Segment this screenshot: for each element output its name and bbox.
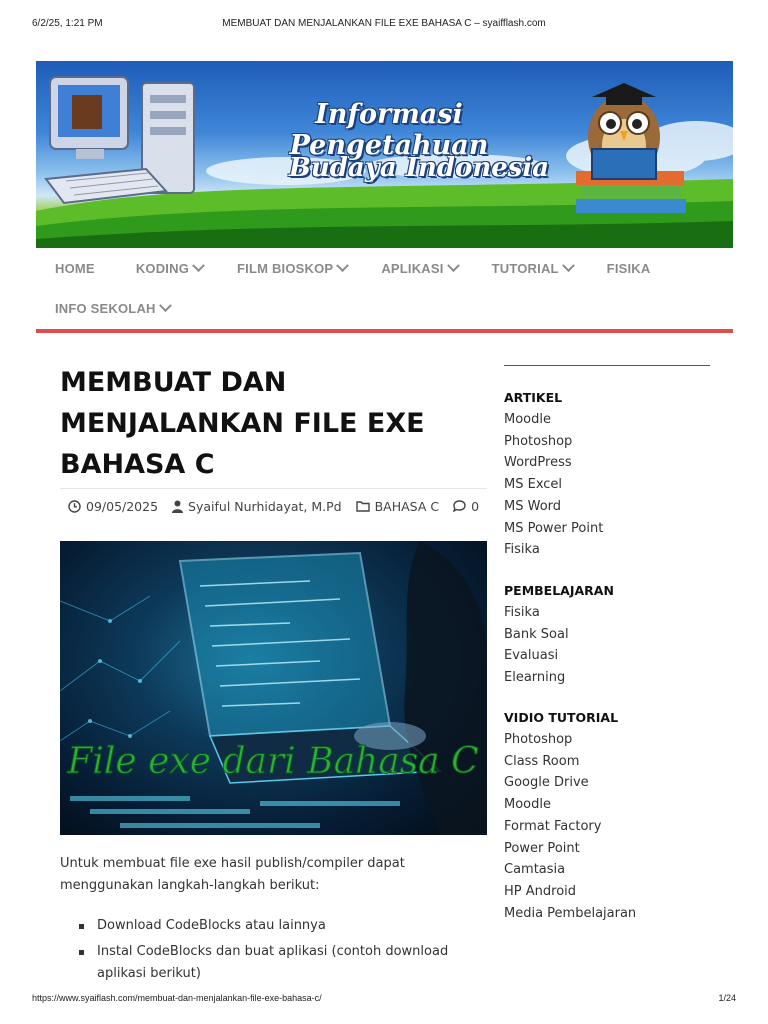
list-item: Instal CodeBlocks dan buat aplikasi (contoh download aplikasi berikut) — [60, 941, 485, 985]
post-date-text: 09/05/2025 — [86, 498, 159, 514]
laptop-code-illustration — [60, 541, 487, 835]
nav-label: TUTORIAL — [491, 260, 559, 276]
featured-image[interactable] — [60, 541, 487, 835]
nav-label: INFO SEKOLAH — [55, 300, 156, 316]
meta-divider — [60, 488, 487, 489]
banner-title-line2: Budaya Indonesia — [288, 153, 550, 183]
main-nav — [36, 248, 733, 330]
nav-row — [36, 288, 170, 328]
article-title: MEMBUAT DAN MENJALANKAN FILE EXE BAHASA C — [60, 367, 425, 480]
chevron-down-icon — [159, 299, 172, 312]
chevron-down-icon — [447, 259, 460, 272]
nav-item-info-sekolah[interactable] — [55, 301, 170, 316]
folder-icon — [356, 500, 370, 512]
nav-label: FISIKA — [606, 260, 651, 276]
sidebar-link[interactable]: Google Drive — [504, 775, 589, 791]
chevron-down-icon — [562, 259, 575, 272]
post-author[interactable] — [172, 499, 342, 514]
sidebar-link[interactable]: Moodle — [504, 412, 551, 427]
sidebar-link[interactable]: Evaluasi — [504, 648, 559, 664]
nav-item-aplikasi[interactable] — [381, 261, 457, 276]
sidebar-heading: PEMBELAJARAN — [504, 583, 614, 598]
article-meta — [68, 497, 493, 515]
sidebar-link[interactable]: HP Android — [504, 883, 577, 899]
banner-title-line1: Informasi Pengetahuan — [289, 99, 489, 161]
steps-list — [60, 915, 485, 989]
sidebar-section-vidio-tutorial — [504, 707, 724, 924]
site-banner[interactable] — [36, 61, 733, 248]
computer-icon — [46, 77, 194, 203]
sidebar-link[interactable]: WordPress — [504, 455, 572, 471]
sidebar-link[interactable]: Moodle — [504, 797, 551, 813]
sidebar-link[interactable]: Elearning — [504, 670, 566, 686]
nav-label: FILM BIOSKOP — [237, 260, 334, 276]
sidebar-link[interactable]: Fisika — [504, 605, 540, 620]
post-category[interactable] — [356, 499, 440, 514]
list-item: Download CodeBlocks atau lainnya — [60, 915, 485, 937]
post-date[interactable] — [68, 499, 158, 514]
sidebar-link[interactable]: Bank Soal — [504, 626, 569, 642]
print-url: https://www.syaiflash.com/membuat-dan-menjalankan-file-exe-bahasa-c/ — [32, 993, 322, 1003]
chevron-down-icon — [192, 259, 205, 272]
nav-item-film-bioskop[interactable] — [237, 261, 347, 276]
nav-label: APLIKASI — [381, 260, 444, 276]
sidebar-link[interactable]: Class Room — [504, 753, 580, 769]
post-author-text: Syaiful Nurhidayat, M.Pd — [188, 498, 342, 514]
sidebar-link[interactable]: MS Word — [504, 498, 562, 514]
print-title: MEMBUAT DAN MENJALANKAN FILE EXE BAHASA C – syaifflash.com — [222, 18, 546, 29]
sidebar-section-artikel — [504, 387, 724, 561]
nav-item-tutorial[interactable] — [492, 261, 573, 276]
article-intro: Untuk membuat file exe hasil publish/compiler dapat menggunakan langkah-langkah berikut: — [60, 856, 405, 893]
sidebar-link[interactable]: Photoshop — [504, 433, 573, 449]
sidebar-link[interactable]: MS Excel — [504, 477, 563, 493]
chevron-down-icon — [336, 259, 349, 272]
nav-label: KODING — [135, 260, 190, 276]
clock-icon — [68, 500, 81, 513]
comment-icon — [453, 500, 466, 512]
sidebar-link[interactable]: Power Point — [504, 840, 580, 856]
sidebar-link[interactable]: Photoshop — [504, 732, 573, 747]
sidebar-link[interactable]: Fisika — [504, 542, 540, 558]
sidebar-heading: ARTIKEL — [504, 390, 563, 405]
print-footer — [32, 993, 736, 1007]
nav-item-home[interactable] — [55, 261, 95, 276]
hero-caption: File exe dari Bahasa C — [67, 741, 479, 782]
nav-item-fisika[interactable] — [607, 261, 651, 276]
print-date: 6/2/25, 1:21 PM — [32, 18, 103, 29]
post-comments[interactable] — [453, 499, 479, 514]
sidebar-link[interactable]: Format Factory — [504, 818, 602, 834]
post-comments-count: 0 — [471, 498, 480, 514]
sidebar-link[interactable]: Media Pembelajaran — [504, 905, 637, 921]
sidebar-link[interactable]: MS Power Point — [504, 520, 604, 536]
post-category-text: BAHASA C — [374, 498, 440, 514]
sidebar-section-pembelajaran — [504, 580, 724, 689]
nav-row — [36, 248, 650, 288]
print-header — [32, 18, 736, 32]
sidebar-divider — [504, 365, 710, 366]
print-page-count: 1/24 — [718, 993, 736, 1003]
nav-label: HOME — [55, 260, 95, 276]
sidebar-heading: VIDIO TUTORIAL — [504, 710, 619, 725]
nav-divider — [36, 329, 733, 333]
sidebar-link[interactable]: Camtasia — [504, 862, 566, 878]
nav-item-koding[interactable] — [136, 261, 203, 276]
user-icon — [172, 500, 183, 513]
